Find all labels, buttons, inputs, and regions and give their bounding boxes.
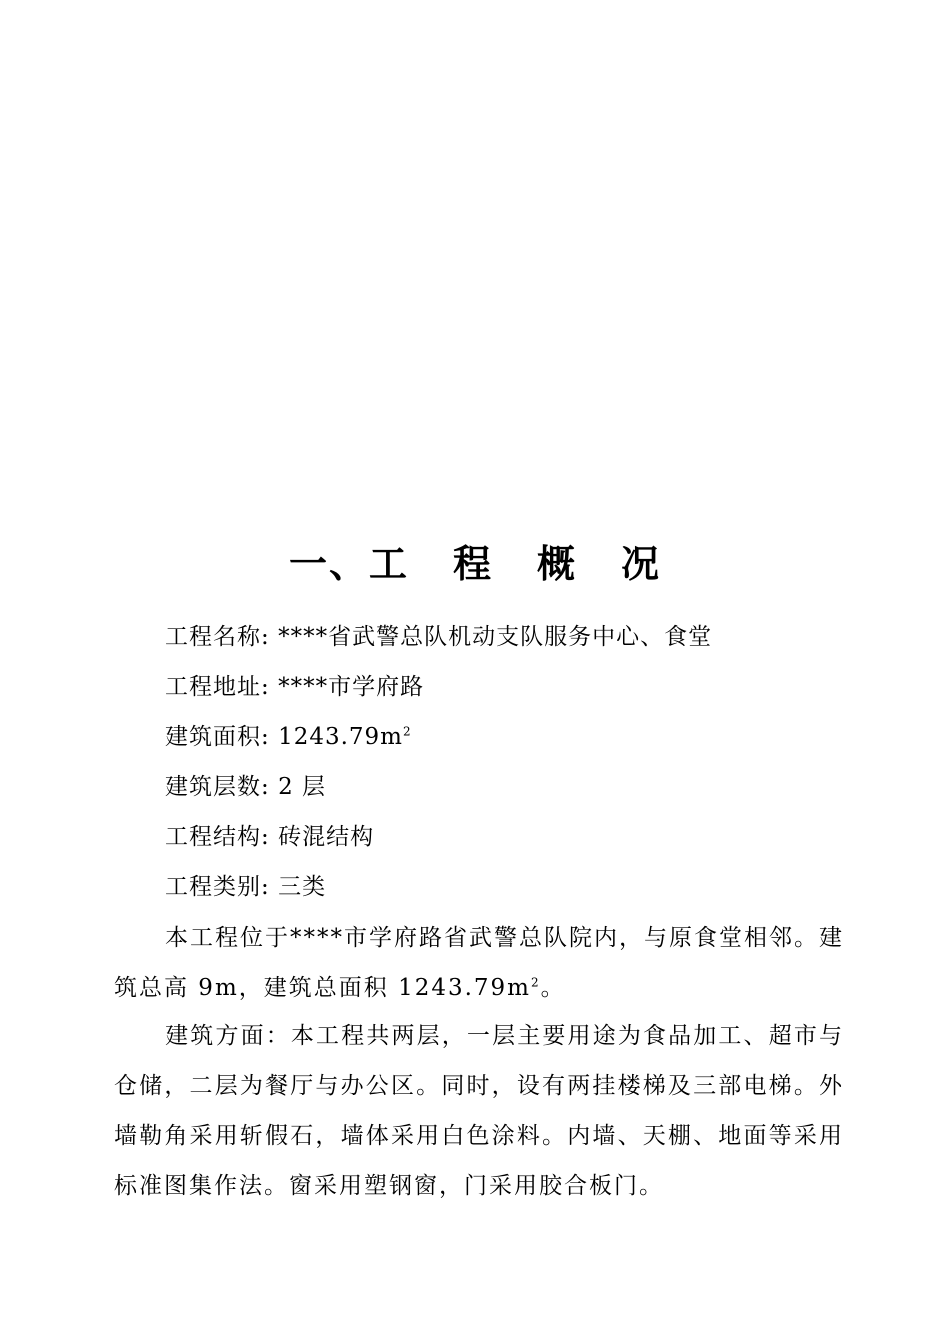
info-value: ****省武警总队机动支队服务中心、食堂	[278, 624, 713, 650]
info-project-name	[165, 620, 712, 654]
paragraph-end: 。	[540, 975, 566, 1001]
info-project-address	[165, 670, 424, 704]
paragraph-text: 建筑方面：本工程共两层，一层主要用途为食品加工、超市与仓储，二层为餐厅与办公区。同时，设有两挂楼梯及三部电梯。外墙勒角采用斩假石，墙体采用白色涂料。内墙、天棚、地面等采用标准图集作法。窗采用塑钢窗，门采用胶合板门。	[114, 1023, 844, 1199]
info-superscript: 2	[402, 724, 412, 739]
info-label: 工程类别:	[165, 874, 270, 900]
info-category	[165, 870, 326, 904]
info-value: 砖混结构	[278, 824, 375, 850]
title-char: 程	[452, 542, 493, 586]
info-label: 工程结构:	[165, 824, 270, 850]
info-label: 工程地址:	[165, 674, 270, 700]
info-label: 工程名称:	[165, 624, 270, 650]
title-char: 况	[621, 542, 662, 586]
title-char: 工	[368, 542, 409, 586]
info-building-area	[165, 720, 412, 754]
info-structure	[165, 820, 374, 854]
info-value: 三类	[278, 874, 327, 900]
info-label: 建筑面积:	[165, 724, 270, 750]
info-floor-count	[165, 770, 326, 804]
info-value: 2 层	[278, 774, 327, 800]
title-prefix: 一、	[288, 542, 369, 586]
paragraph-text: 本工程位于****市学府路省武警总队院内，与原食堂相邻。建筑总高 9m，建筑总面积 1243.79m	[114, 925, 844, 1001]
info-value: ****市学府路	[278, 674, 425, 700]
section-title	[0, 536, 950, 592]
title-char: 概	[537, 542, 578, 586]
info-label: 建筑层数:	[165, 774, 270, 800]
paragraph-architecture	[114, 1011, 844, 1211]
paragraph-superscript: 2	[531, 975, 541, 990]
paragraph-location	[114, 913, 844, 1013]
info-value: 1243.79m	[278, 724, 403, 750]
